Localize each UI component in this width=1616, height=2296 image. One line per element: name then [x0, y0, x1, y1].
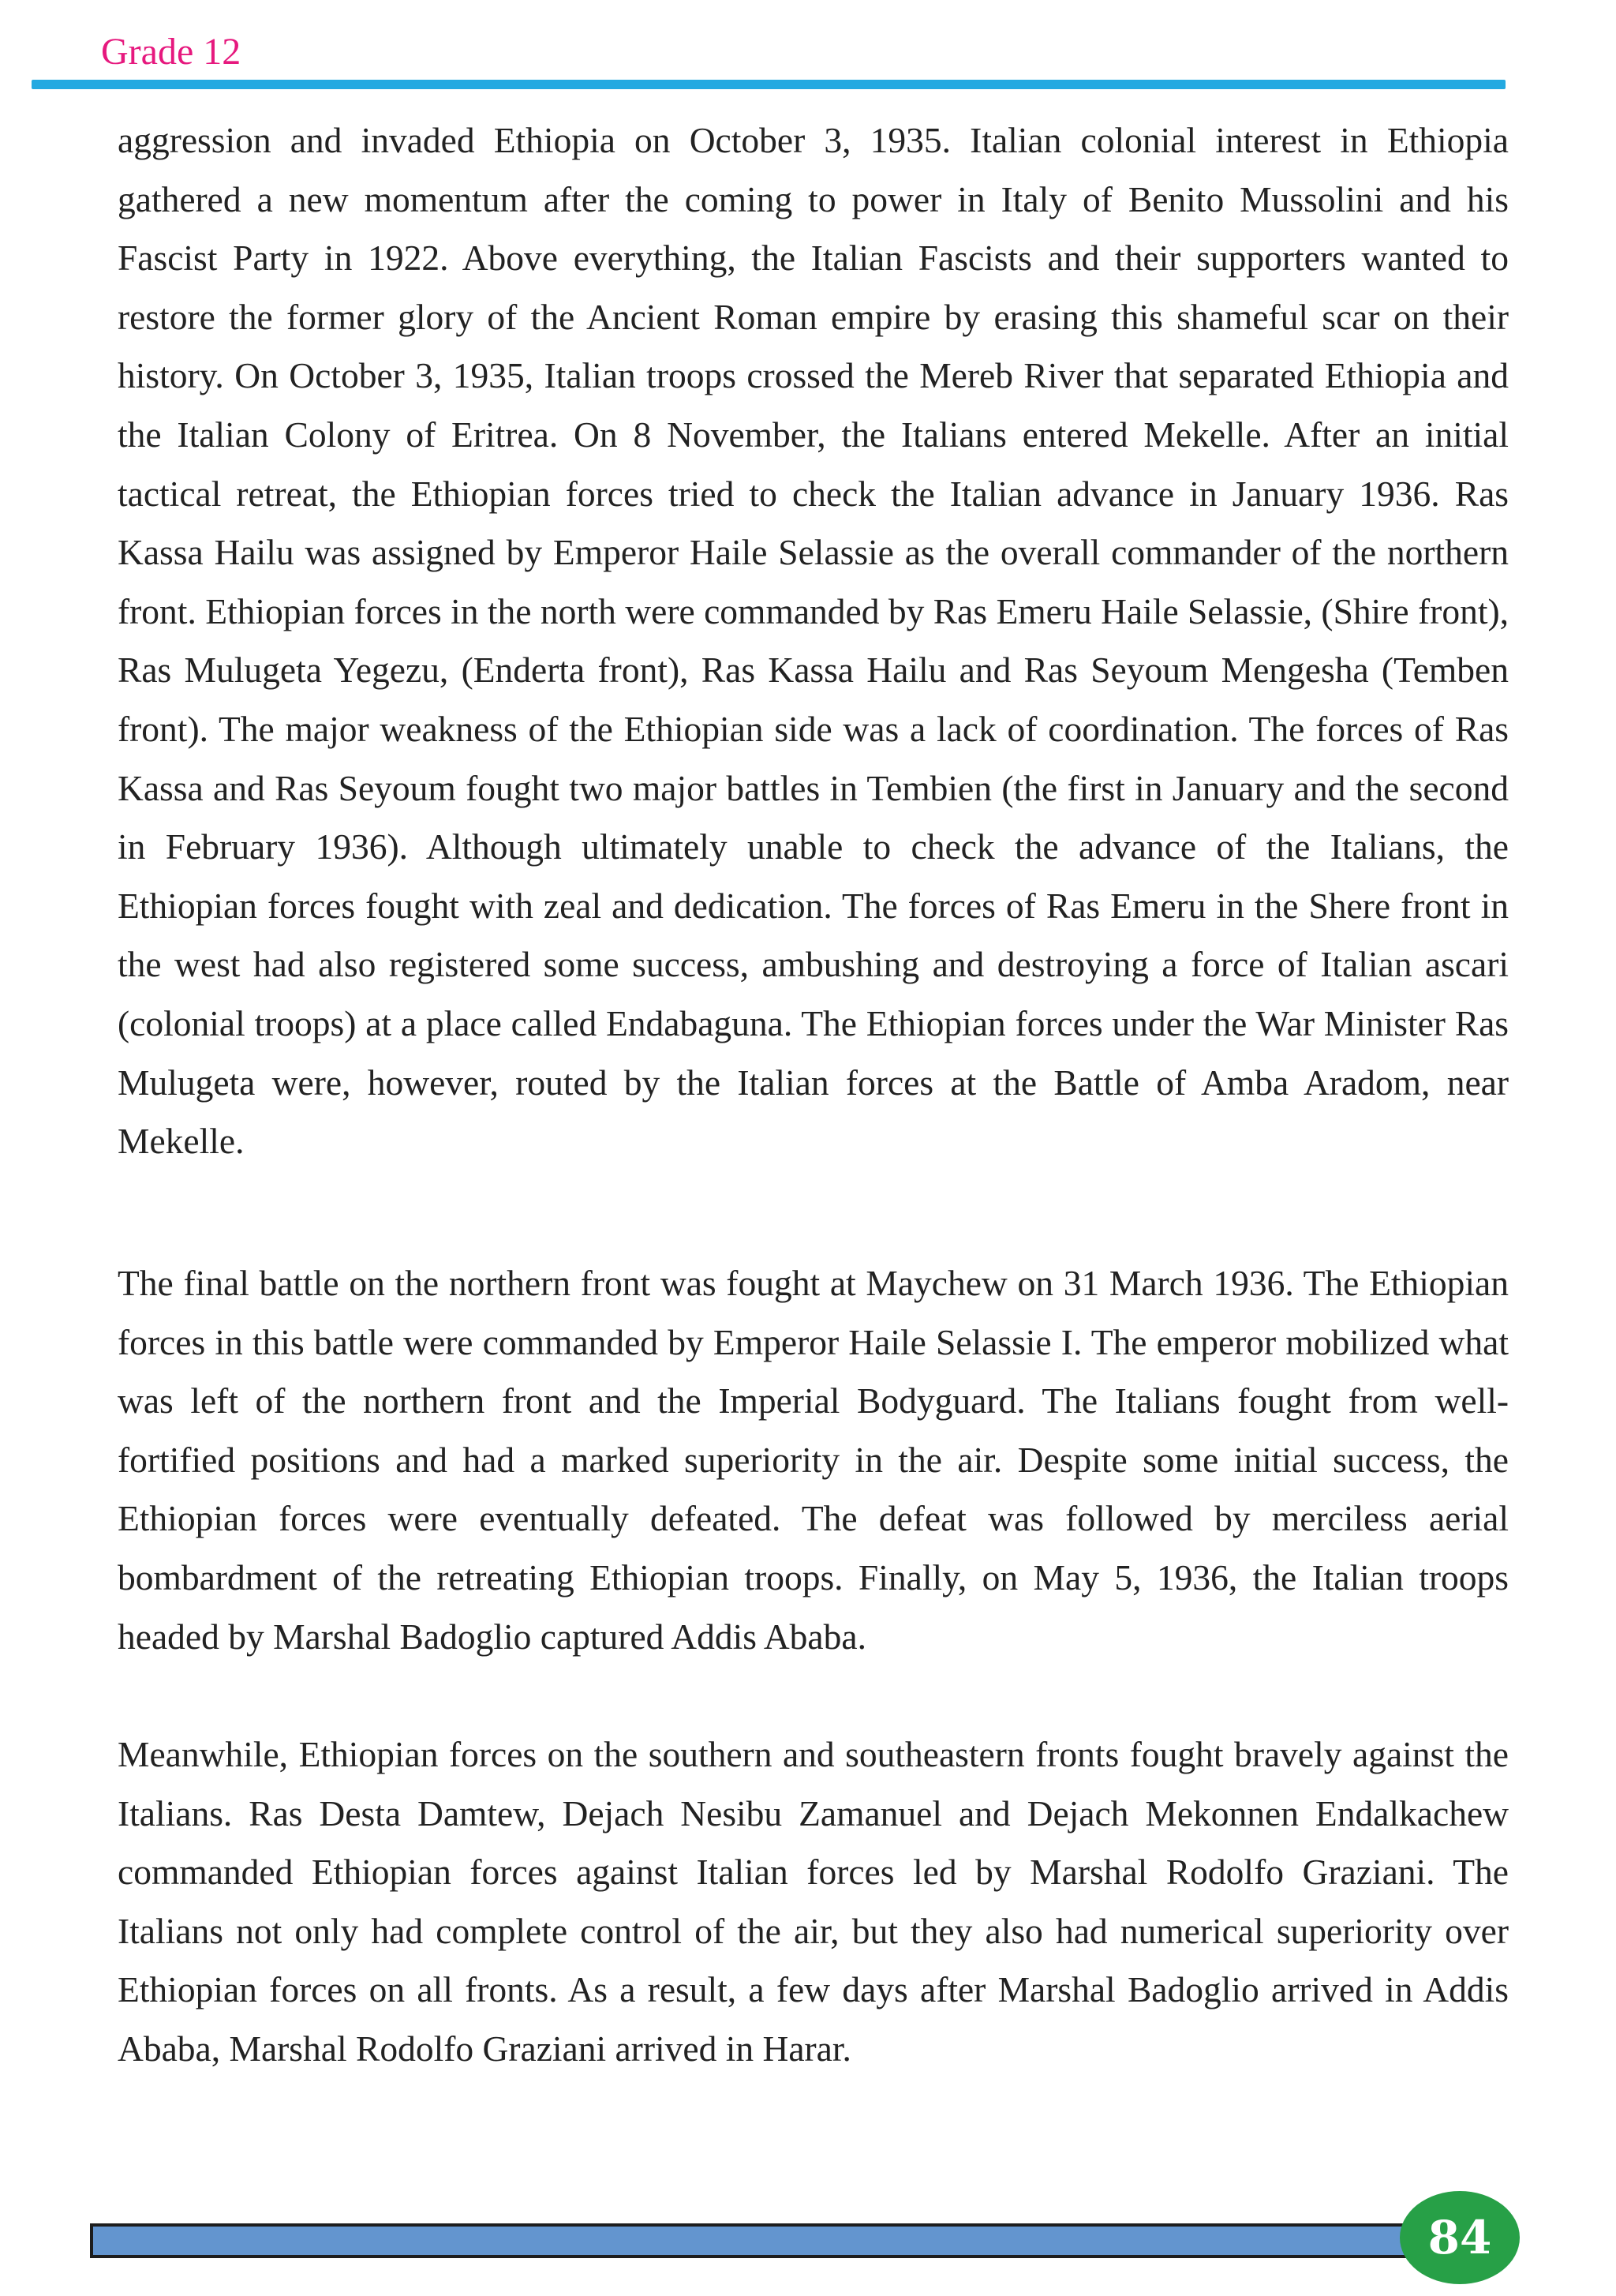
header-rule: [32, 80, 1506, 89]
paragraph-2: [118, 1254, 1509, 1666]
grade-label: Grade 12: [101, 31, 241, 73]
page-number: 84: [1427, 2211, 1492, 2264]
paragraph-text: aggression and invaded Ethiopia on October 3, 1935. Italian colonial interest in Ethiopia gathered a new momentum after the coming to power in Italy of Benito Mussolini and his Fascist Party in 1922. Above everything, the Italian Fascists and their supporters wanted to restore the former glory of the Ancient Roman empire by erasing this shameful scar on their history. On October 3, 1935, Italian troops crossed the Mereb River that separated Ethiopia and the Italian Colony of Eritrea. On 8 November, the Italians entered Mekelle. After an initial tactical retreat, the Ethiopian forces tried to check the Italian advance in January 1936. Ras Kassa Hailu was assigned by Emperor Haile Selassie as the overall commander of the northern front. Ethiopian forces in the north were commanded by Ras Emeru Haile Selassie, (Shire front), Ras Mulugeta Yegezu, (Enderta front), Ras Kassa Hailu and Ras Seyoum Mengesha (Temben front). The major weakness of the Ethiopian side was a lack of coordination. The forces of Ras Kassa and Ras Seyoum fought two major battles in Tembien (the first in January and the second in February 1936). Although ultimately unable to check the advance of the Italians, the Ethiopian forces fought with zeal and dedication. The forces of Ras Emeru in the Shere front in the west had also registered some success, ambushing and destroying a force of Italian ascari (colonial troops) at a place called Endabaguna. The Ethiopian forces under the War Minister Ras Mulugeta were, however, routed by the Italian forces at the Battle of Amba Aradom, near Mekelle.: [118, 120, 1509, 1162]
footer-bar: [90, 2223, 1423, 2258]
paragraph-3: [118, 1725, 1509, 2079]
paragraph-1: [118, 111, 1509, 1171]
paragraph-text: Meanwhile, Ethiopian forces on the southern and southeastern fronts fought bravely against the Italians. Ras Desta Damtew, Dejach Nesibu Zamanuel and Dejach Mekonnen Endalkachew commanded Ethiopian forces against Italian forces led by Marshal Rodolfo Graziani. The Italians not only had complete control of the air, but they also had numerical superiority over Ethiopian forces on all fronts. As a result, a few days after Marshal Badoglio arrived in Addis Ababa, Marshal Rodolfo Graziani arrived in Harar.: [118, 1734, 1509, 2069]
paragraph-text: The final battle on the northern front was fought at Maychew on 31 March 1936. The Ethiopian forces in this battle were commanded by Emperor Haile Selassie I. The emperor mobilized what was left of the northern front and the Imperial Bodyguard. The Italians fought from well-fortified positions and had a marked superiority in the air. Despite some initial success, the Ethiopian forces were eventually defeated. The defeat was followed by merciless aerial bombardment of the retreating Ethiopian troops. Finally, on May 5, 1936, the Italian troops headed by Marshal Badoglio captured Addis Ababa.: [118, 1263, 1509, 1657]
page-number-badge: [1400, 2191, 1520, 2284]
